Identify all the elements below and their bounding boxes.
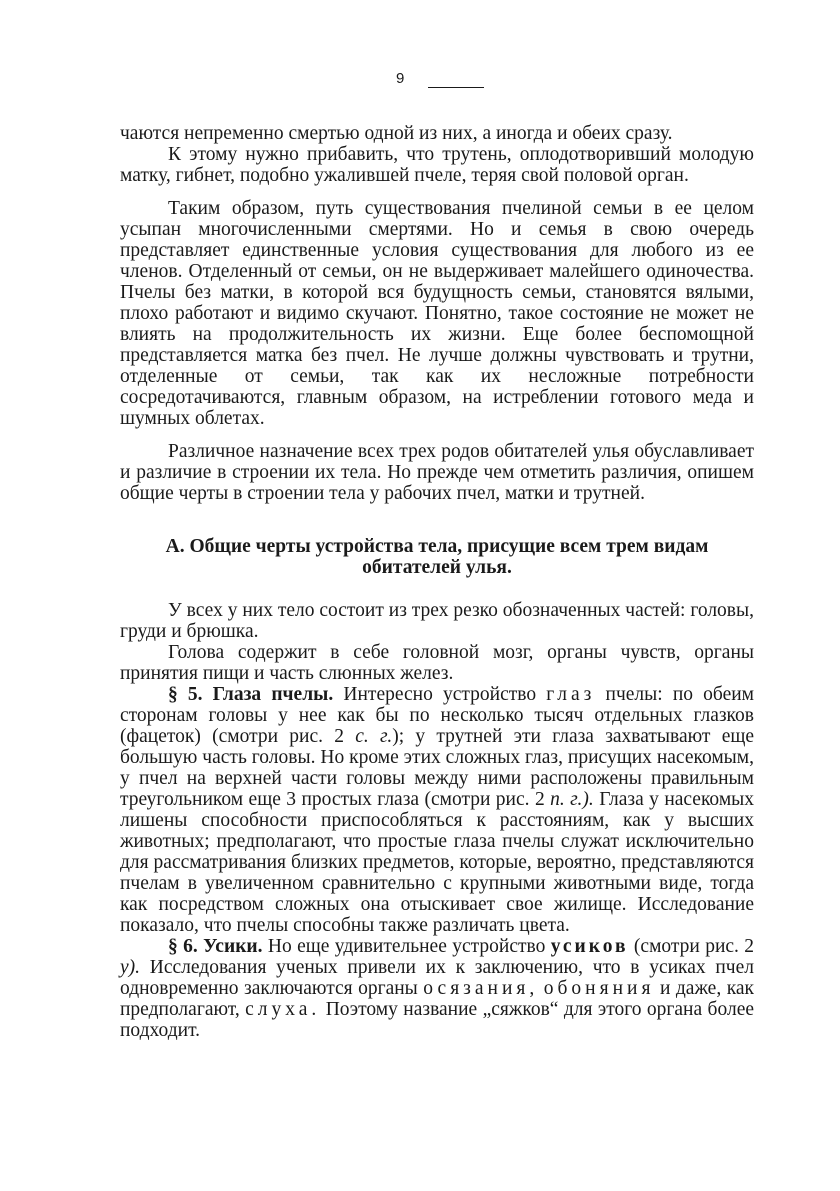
eyes-ref-1: с. г. [355,726,393,747]
paragraph-head: Голова содержит в себе головной мозг, органы чувств, органы принятия пищи и часть слюнных желез. [120,642,754,684]
section-a-title: А. Общие черты устройства тела, присущие всем трем видам обитателей улья. [165,536,709,578]
header-rule [428,87,484,88]
paragraph-drone: К этому нужно прибавить, что трутень, оплодотворивший молодую матку, гибнет, подобно ужалившей пчеле, теряя свой половой орган. [120,144,754,186]
eyes-text-4: Глаза у насекомых лишены способности приспособляться к расстояниям, как у высших животных; предполагают, что простые глаза пчелы служат исключительно для рассматривания близких предметов, которые, вероятно, представляются пчелам в увеличенном сравнительно с крупными животными виде, тогда как посредством сложных она отыскивает свое жилище. Исследование показало, что пчелы способны также различать цвета. [120,789,755,936]
page-number: 9 [396,70,405,87]
antennae-text-2: (смотри рис. 2 [633,936,755,957]
paragraph-antennae [120,936,754,1041]
sense-smell: обоняния [543,978,655,999]
antennae-text-3: Исследования ученых привели их к заключению, что в усиках пчел одновременно заключаются органы [120,957,754,999]
antennae-text-1: Но еще удивительнее устройство [267,936,546,957]
eyes-text-1: Интересно устройство [343,684,537,705]
sense-hearing: слуха. [245,999,321,1020]
page-body [120,123,754,1041]
antennae-text-4: и даже, как предполагают, [120,978,755,1020]
antennae-text-5: Поэтому название „сяжков“ для этого органа более подходит. [120,999,755,1041]
paragraph-family: Таким образом, путь существования пчелиной семьи в ее целом усыпан многочисленными смертями. Но и семья в свою очередь представляет единственные условия существования для любого из ее членов. Отделенный от семьи, он не выдерживает малейшего одиночества. Пчелы без матки, в которой вся будущность семьи, становятся вялыми, плохо работают и видимо скучают. Понятно, такое состояние не может не влиять на продолжительность их жизни. Еще более беспомощной представляется матка без пчел. Не лучше должны чувствовать и трутни, отделенные от семьи, так как их несложные потребности сосредотачиваются, главным образом, на истреблении готового меда и шумных облетах. [120,198,754,429]
antennae-term: усиков [550,936,629,957]
paragraph-body-parts: У всех у них тело состоит из трех резко обозначенных частей: головы, груди и брюшка. [120,600,754,642]
antennae-ref-1: у). [120,957,141,978]
paragraph-continuation: чаются непременно смертью одной из них, а иногда и обеих сразу. [120,123,673,144]
paragraph-eyes [120,684,754,936]
eyes-text-3: ); у трутней эти глаза захватывают еще большую часть головы. Но кроме этих сложных глаз, присущих насекомым, у пчел на верхней части головы между ними расположены правильным треугольником еще 3 простых глаза (смотри рис. 2 [120,726,755,810]
sense-touch: осязания, [423,978,539,999]
section-5-heading: § 5. Глаза пчелы. [168,684,334,705]
eyes-ref-2: п. г.). [550,789,594,810]
eyes-text-2: пчелы: по обеим сторонам головы у нее как бы по несколько тысяч отдельных глазков (фацеток) (смотри рис. 2 [120,684,754,747]
page-header [0,70,840,94]
paragraph-differences: Различное назначение всех трех родов обитателей улья обуславливает и различие в строении их тела. Но прежде чем отметить различия, опишем общие черты в строении тела у рабочих пчел, матки и трутней. [120,441,754,504]
section-6-heading: § 6. Усики. [168,936,263,957]
eyes-term: глаз [546,684,596,705]
